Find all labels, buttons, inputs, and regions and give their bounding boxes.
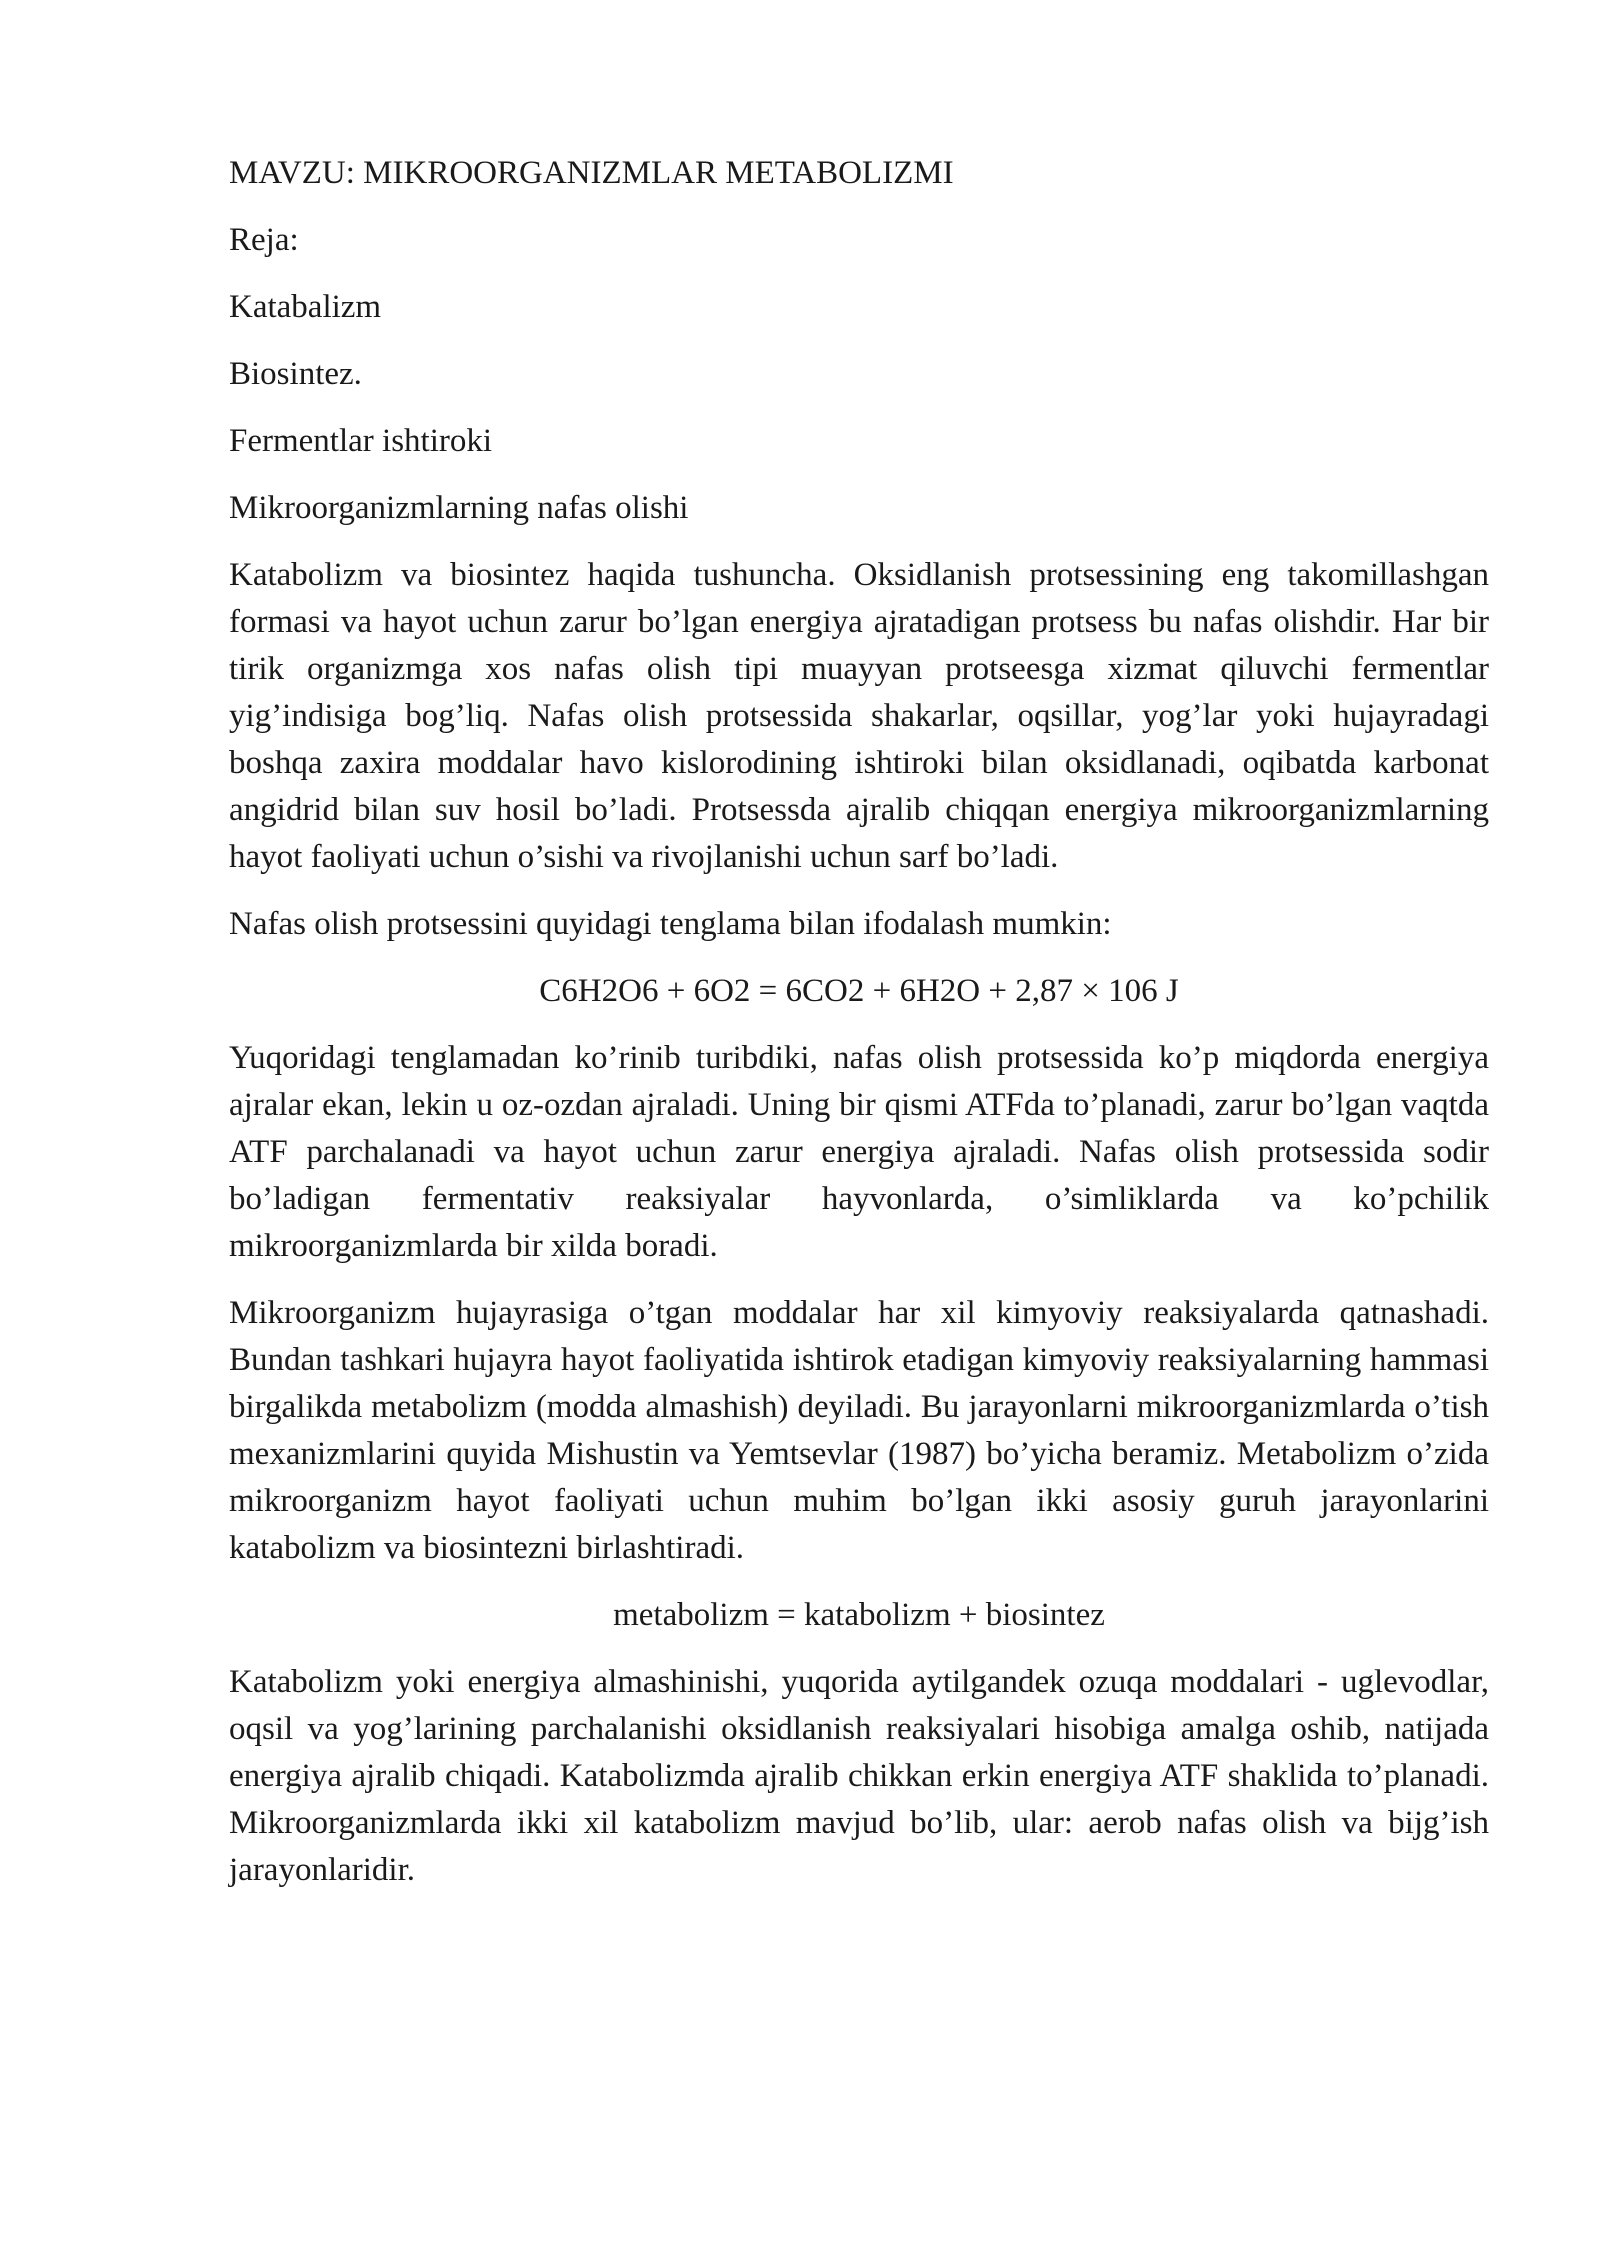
- plan-item: Biosintez.: [229, 356, 362, 392]
- plan-item: Mikroorganizmlarning nafas olishi: [229, 490, 689, 526]
- body-paragraph: Katabolizm yoki energiya almashinishi, yuqorida aytilgandek ozuqa moddalari - uglevodlar, oqsil va yog’larining parchalanishi oksidlanish reaksiyalari hisobiga amalga oshib, natijada energiya ajralib chiqadi. Katabolizmda ajralib chikkan erkin energiya ATF shaklida to’planadi. Mikroorganizmlarda ikki xil katabolizm mavjud bo’lib, ular: aerob nafas olish va bijg’ish jarayonlaridir.: [229, 1664, 1489, 1888]
- document-page: [229, 150, 1489, 1914]
- plan-item: Katabalizm: [229, 289, 382, 325]
- document-title: MAVZU: MIKROORGANIZMLAR METABOLIZMI: [229, 155, 954, 191]
- respiration-equation: C6H2O6 + 6O2 = 6CO2 + 6H2O + 2,87 × 106 J: [539, 973, 1179, 1009]
- body-paragraph: Mikroorganizm hujayrasiga o’tgan moddalar har xil kimyoviy reaksiyalarda qatnashadi. Bundan tashkari hujayra hayot faoliyatida ishtirok etadigan kimyoviy reaksiyalarning hammasi birgalikda metabolizm (modda almashish) deyiladi. Bu jarayonlarni mikroorganizmlarda o’tish mexanizmlarini quyida Mishustin va Yemtsevlar (1987) bo’yicha beramiz. Metabolizm o’zida mikroorganizm hayot faoliyati uchun muhim bo’lgan ikki asosiy guruh jarayonlarini katabolizm va biosintezni birlashtiradi.: [229, 1295, 1489, 1566]
- metabolism-equation: metabolizm = katabolizm + biosintez: [613, 1597, 1105, 1633]
- plan-item: Fermentlar ishtiroki: [229, 423, 493, 459]
- plan-heading: Reja:: [229, 222, 299, 258]
- body-paragraph: Yuqoridagi tenglamadan ko’rinib turibdiki, nafas olish protsessida ko’p miqdorda energiya ajralar ekan, lekin u oz-ozdan ajraladi. Uning bir qismi ATFda to’planadi, zarur bo’lgan vaqtda ATF parchalanadi va hayot uchun zarur energiya ajraladi. Nafas olish protsessida sodir bo’ladigan fermentativ reaksiyalar hayvonlarda, o’simliklarda va ko’pchilik mikroorganizmlarda bir xilda boradi.: [229, 1040, 1489, 1264]
- body-paragraph: Nafas olish protsessini quyidagi tenglama bilan ifodalash mumkin:: [229, 906, 1112, 942]
- body-paragraph: Katabolizm va biosintez haqida tushuncha. Oksidlanish protsessining eng takomillashgan formasi va hayot uchun zarur bo’lgan energiya ajratadigan protsess bu nafas olishdir. Har bir tirik organizmga xos nafas olish tipi muayyan protseesga xizmat qiluvchi fermentlar yig’indisiga bog’liq. Nafas olish protsessida shakarlar, oqsillar, yog’lar yoki hujayradagi boshqa zaxira moddalar havo kislorodining ishtiroki bilan oksidlanadi, oqibatda karbonat angidrid bilan suv hosil bo’ladi. Protsessda ajralib chiqqan energiya mikroorganizmlarning hayot faoliyati uchun o’sishi va rivojlanishi uchun sarf bo’ladi.: [229, 557, 1489, 875]
